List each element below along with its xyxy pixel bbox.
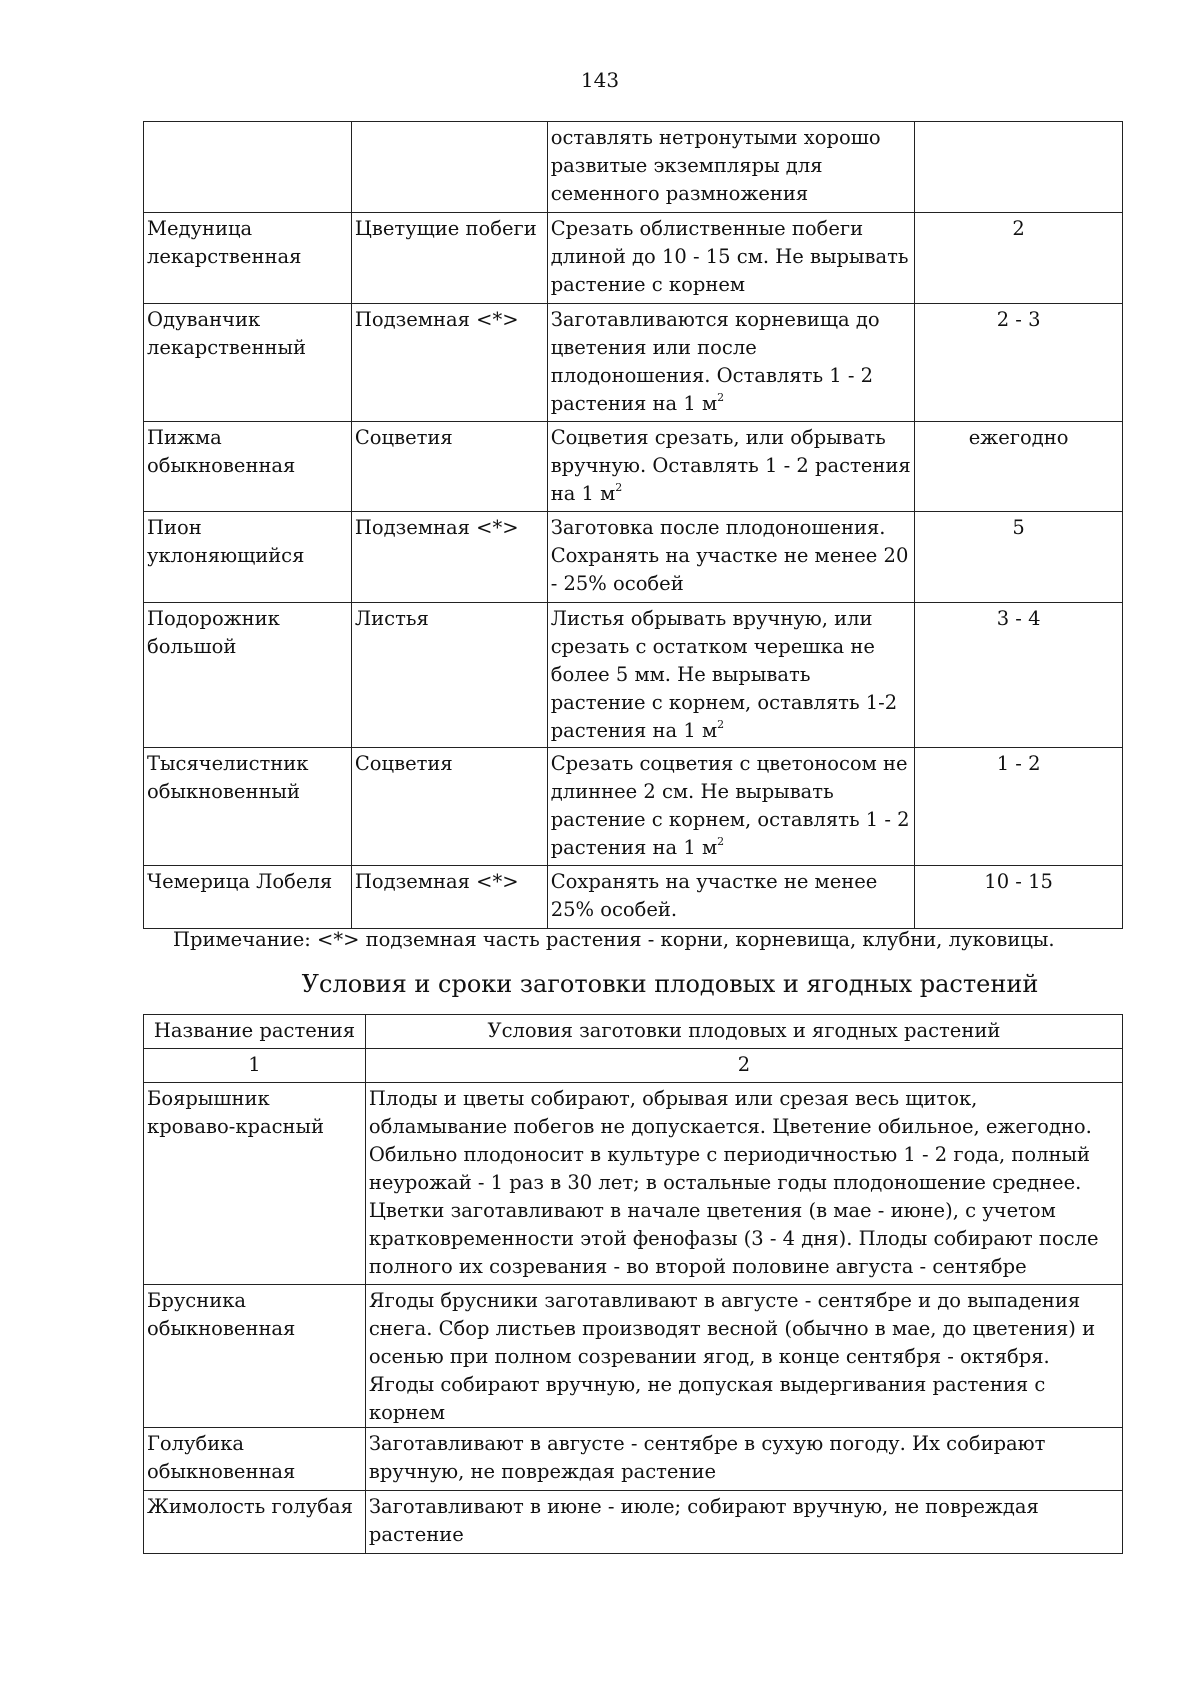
period-cell: 2 - 3 bbox=[915, 304, 1123, 422]
superscript: 2 bbox=[717, 391, 725, 404]
period-cell: 5 bbox=[915, 512, 1123, 603]
period-cell: 3 - 4 bbox=[915, 603, 1123, 748]
conditions-cell: Заготавливают в августе - сентябре в сухую погоду. Их собирают вручную, не повреждая растение bbox=[365, 1428, 1122, 1491]
table-row bbox=[144, 1428, 1123, 1491]
plant-name-cell: Пижма обыкновенная bbox=[144, 422, 352, 512]
period-cell bbox=[915, 122, 1123, 213]
fruit-berry-conditions-table bbox=[143, 1014, 1123, 1554]
conditions-text: Срезать облиственные побеги длиной до 10 - 15 см. Не вырывать растение с корнем bbox=[550, 217, 909, 296]
superscript: 2 bbox=[717, 718, 725, 731]
table-row bbox=[144, 422, 1123, 512]
conditions-cell: Плоды и цветы собирают, обрывая или срезая весь щиток, обламывание побегов не допускается. Цветение обильное, ежегодно. Обильно плодоносит в культуре с периодичностью 1 - 2 года, полный неурожай - 1 раз в 30 лет; в остальные годы плодоношение среднее. Цветки заготавливают в начале цветения (в мае - июне), с учетом кратковременности этой фенофазы (3 - 4 дня). Плоды собирают после полного их созревания - во второй половине августа - сентябре bbox=[365, 1083, 1122, 1285]
plant-name-cell: Жимолость голубая bbox=[144, 1491, 366, 1554]
column-header-conditions: Условия заготовки плодовых и ягодных растений bbox=[365, 1015, 1122, 1049]
conditions-cell bbox=[547, 304, 915, 422]
conditions-text: оставлять нетронутыми хорошо развитые экземпляры для семенного размножения bbox=[550, 126, 881, 205]
superscript: 2 bbox=[717, 835, 725, 848]
table-row bbox=[144, 213, 1123, 304]
plant-name-cell: Пион уклоняющийся bbox=[144, 512, 352, 603]
plant-name-cell: Голубика обыкновенная bbox=[144, 1428, 366, 1491]
plant-part-cell: Соцветия bbox=[351, 422, 547, 512]
plant-part-cell: Подземная <*> bbox=[351, 512, 547, 603]
plant-part-cell: Соцветия bbox=[351, 748, 547, 866]
page-number: 143 bbox=[580, 68, 620, 92]
conditions-text: Сохранять на участке не менее 25% особей. bbox=[550, 870, 878, 921]
plant-part-cell: Цветущие побеги bbox=[351, 213, 547, 304]
period-cell: 10 - 15 bbox=[915, 866, 1123, 929]
conditions-cell bbox=[547, 866, 915, 929]
period-cell: 2 bbox=[915, 213, 1123, 304]
column-numbers-row bbox=[144, 1049, 1123, 1083]
conditions-cell bbox=[547, 422, 915, 512]
conditions-cell: Ягоды брусники заготавливают в августе - сентябре и до выпадения снега. Сбор листьев производят весной (обычно в мае, до цветения) и осенью при полном созревании ягод, в конце сентября - октября. Ягоды собирают вручную, не допуская выдергивания растения с корнем bbox=[365, 1285, 1122, 1428]
conditions-text: Листья обрывать вручную, или срезать с остатком черешка не более 5 мм. Не вырывать растение с корнем, оставлять 1-2 растения на 1 м bbox=[550, 607, 898, 742]
conditions-cell bbox=[547, 122, 915, 213]
table-row bbox=[144, 512, 1123, 603]
column-header-name: Название растения bbox=[144, 1015, 366, 1049]
conditions-text: Соцветия срезать, или обрывать вручную. Оставлять 1 - 2 растения на 1 м bbox=[550, 426, 911, 505]
section-title: Условия и сроки заготовки плодовых и ягодных растений bbox=[301, 970, 1039, 998]
plant-part-cell bbox=[351, 122, 547, 213]
table-note: Примечание: <*> подземная часть растения - корни, корневища, клубни, луковицы. bbox=[173, 928, 1055, 951]
column-number: 1 bbox=[144, 1049, 366, 1083]
table-row bbox=[144, 1083, 1123, 1285]
plant-part-cell: Листья bbox=[351, 603, 547, 748]
conditions-text: Заготавливаются корневища до цветения или после плодоношения. Оставлять 1 - 2 растения на 1 м bbox=[550, 308, 880, 415]
table-row bbox=[144, 866, 1123, 929]
plant-name-cell: Брусника обыкновенная bbox=[144, 1285, 366, 1428]
plant-name-cell: Тысячелистник обыкновенный bbox=[144, 748, 352, 866]
table-row bbox=[144, 304, 1123, 422]
table-row bbox=[144, 748, 1123, 866]
plant-part-cell: Подземная <*> bbox=[351, 304, 547, 422]
conditions-cell bbox=[547, 748, 915, 866]
table-row bbox=[144, 1285, 1123, 1428]
table-row bbox=[144, 603, 1123, 748]
table-row bbox=[144, 122, 1123, 213]
plant-name-cell: Чемерица Лобеля bbox=[144, 866, 352, 929]
plant-name-cell bbox=[144, 122, 352, 213]
plant-name-cell: Боярышник кроваво-красный bbox=[144, 1083, 366, 1285]
table-row bbox=[144, 1491, 1123, 1554]
conditions-text: Заготовка после плодоношения. Сохранять на участке не менее 20 - 25% особей bbox=[550, 516, 909, 595]
conditions-cell bbox=[547, 603, 915, 748]
period-cell: ежегодно bbox=[915, 422, 1123, 512]
conditions-cell: Заготавливают в июне - июле; собирают вручную, не повреждая растение bbox=[365, 1491, 1122, 1554]
superscript: 2 bbox=[615, 481, 623, 494]
plant-name-cell: Медуница лекарственная bbox=[144, 213, 352, 304]
harvest-conditions-table bbox=[143, 121, 1123, 929]
plant-part-cell: Подземная <*> bbox=[351, 866, 547, 929]
column-number: 2 bbox=[365, 1049, 1122, 1083]
conditions-cell bbox=[547, 512, 915, 603]
conditions-cell bbox=[547, 213, 915, 304]
header-row bbox=[144, 1015, 1123, 1049]
period-cell: 1 - 2 bbox=[915, 748, 1123, 866]
conditions-text: Срезать соцветия с цветоносом не длиннее 2 см. Не вырывать растение с корнем, оставлять 1 - 2 растения на 1 м bbox=[550, 752, 910, 859]
plant-name-cell: Одуванчик лекарственный bbox=[144, 304, 352, 422]
plant-name-cell: Подорожник большой bbox=[144, 603, 352, 748]
